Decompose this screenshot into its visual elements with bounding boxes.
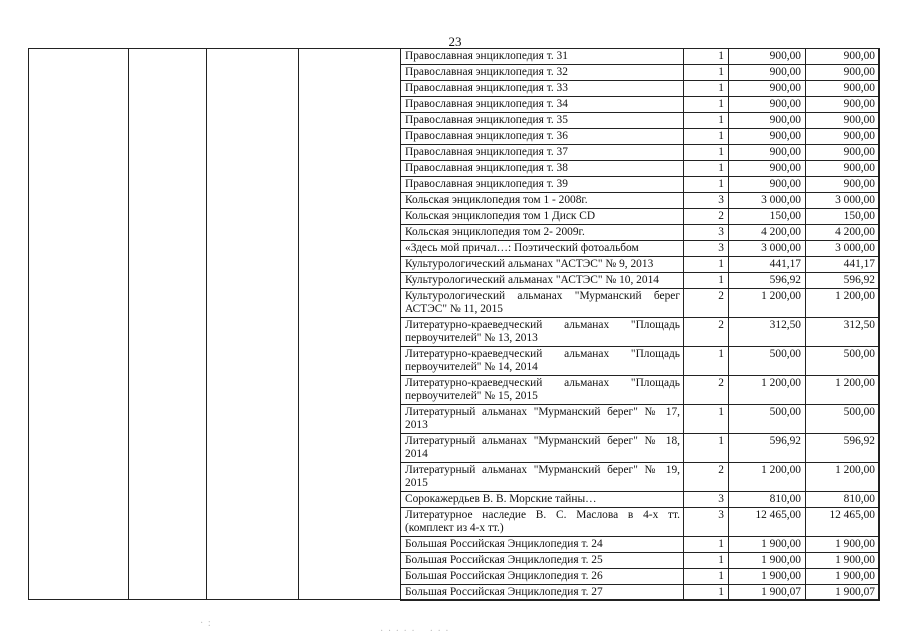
item-sum-cell: 1 900,00 <box>806 553 880 569</box>
item-title-cell: Культурологический альманах "АСТЭС" № 10, 2014 <box>401 273 684 289</box>
item-sum-cell: 150,00 <box>806 209 880 225</box>
item-sum-cell: 900,00 <box>806 177 880 193</box>
item-quantity-cell: 1 <box>684 97 729 113</box>
item-quantity-cell: 1 <box>684 113 729 129</box>
item-title-cell: Большая Российская Энциклопедия т. 24 <box>401 537 684 553</box>
item-sum-cell: 900,00 <box>806 113 880 129</box>
table-row <box>401 318 880 347</box>
item-sum-cell: 1 900,00 <box>806 537 880 553</box>
item-quantity-cell: 2 <box>684 209 729 225</box>
item-quantity-cell: 1 <box>684 257 729 273</box>
items-table-body <box>401 49 880 601</box>
item-quantity-cell: 3 <box>684 193 729 209</box>
table-row <box>401 376 880 405</box>
item-title-cell: Православная энциклопедия т. 33 <box>401 81 684 97</box>
table-row <box>401 585 880 601</box>
item-title-cell: Большая Российская Энциклопедия т. 27 <box>401 585 684 601</box>
item-title-cell: Сорокажердьев В. В. Морские тайны… <box>401 492 684 508</box>
table-row <box>401 209 880 225</box>
table-row <box>401 553 880 569</box>
item-price-cell: 3 000,00 <box>729 193 806 209</box>
table-row <box>401 537 880 553</box>
item-quantity-cell: 3 <box>684 241 729 257</box>
table-row <box>401 225 880 241</box>
item-title-cell: Кольская энциклопедия том 1 - 2008г. <box>401 193 684 209</box>
items-table <box>400 48 880 601</box>
item-title-cell: Литературно-краеведческий альманах "Площадь первоучителей" № 14, 2014 <box>401 347 684 376</box>
item-title-cell: Культурологический альманах "АСТЭС" № 9, 2013 <box>401 257 684 273</box>
table-row <box>401 65 880 81</box>
item-price-cell: 900,00 <box>729 65 806 81</box>
table-row <box>401 177 880 193</box>
item-title-cell: Литературно-краеведческий альманах "Площадь первоучителей" № 15, 2015 <box>401 376 684 405</box>
item-sum-cell: 900,00 <box>806 129 880 145</box>
item-price-cell: 1 900,07 <box>729 585 806 601</box>
item-price-cell: 900,00 <box>729 49 806 65</box>
item-quantity-cell: 1 <box>684 569 729 585</box>
table-row <box>401 129 880 145</box>
item-quantity-cell: 1 <box>684 434 729 463</box>
item-quantity-cell: 1 <box>684 585 729 601</box>
item-price-cell: 900,00 <box>729 177 806 193</box>
item-price-cell: 1 200,00 <box>729 376 806 405</box>
item-quantity-cell: 3 <box>684 508 729 537</box>
item-price-cell: 596,92 <box>729 273 806 289</box>
item-sum-cell: 596,92 <box>806 273 880 289</box>
item-price-cell: 150,00 <box>729 209 806 225</box>
empty-column-divider-1 <box>128 48 129 600</box>
item-price-cell: 1 900,00 <box>729 569 806 585</box>
item-sum-cell: 900,00 <box>806 65 880 81</box>
item-title-cell: Литературное наследие В. С. Маслова в 4-х тт. (комплект из 4-х тт.) <box>401 508 684 537</box>
item-quantity-cell: 1 <box>684 347 729 376</box>
table-row <box>401 569 880 585</box>
table-row <box>401 492 880 508</box>
item-quantity-cell: 1 <box>684 161 729 177</box>
item-quantity-cell: 3 <box>684 492 729 508</box>
item-quantity-cell: 2 <box>684 463 729 492</box>
item-sum-cell: 12 465,00 <box>806 508 880 537</box>
item-title-cell: Большая Российская Энциклопедия т. 25 <box>401 553 684 569</box>
item-title-cell: Культурологический альманах "Мурманский берег АСТЭС" № 11, 2015 <box>401 289 684 318</box>
item-quantity-cell: 3 <box>684 225 729 241</box>
item-price-cell: 1 900,00 <box>729 553 806 569</box>
item-title-cell: Православная энциклопедия т. 31 <box>401 49 684 65</box>
table-row <box>401 113 880 129</box>
item-sum-cell: 900,00 <box>806 81 880 97</box>
item-price-cell: 1 200,00 <box>729 463 806 492</box>
item-quantity-cell: 2 <box>684 289 729 318</box>
item-price-cell: 810,00 <box>729 492 806 508</box>
item-price-cell: 900,00 <box>729 161 806 177</box>
item-sum-cell: 1 200,00 <box>806 376 880 405</box>
item-quantity-cell: 1 <box>684 273 729 289</box>
item-quantity-cell: 1 <box>684 145 729 161</box>
item-sum-cell: 1 200,00 <box>806 463 880 492</box>
item-sum-cell: 4 200,00 <box>806 225 880 241</box>
item-price-cell: 312,50 <box>729 318 806 347</box>
table-row <box>401 405 880 434</box>
item-title-cell: Православная энциклопедия т. 32 <box>401 65 684 81</box>
table-row <box>401 289 880 318</box>
item-quantity-cell: 2 <box>684 318 729 347</box>
item-title-cell: Православная энциклопедия т. 37 <box>401 145 684 161</box>
table-row <box>401 49 880 65</box>
item-quantity-cell: 2 <box>684 376 729 405</box>
table-row <box>401 273 880 289</box>
item-sum-cell: 900,00 <box>806 161 880 177</box>
item-sum-cell: 900,00 <box>806 97 880 113</box>
table-row <box>401 97 880 113</box>
item-price-cell: 900,00 <box>729 129 806 145</box>
item-sum-cell: 3 000,00 <box>806 241 880 257</box>
item-quantity-cell: 1 <box>684 81 729 97</box>
item-sum-cell: 441,17 <box>806 257 880 273</box>
item-title-cell: «Здесь мой причал…: Поэтический фотоальбом <box>401 241 684 257</box>
page-number: 23 <box>448 34 462 49</box>
item-title-cell: Православная энциклопедия т. 38 <box>401 161 684 177</box>
item-title-cell: Литературный альманах "Мурманский берег" № 17, 2013 <box>401 405 684 434</box>
item-sum-cell: 596,92 <box>806 434 880 463</box>
item-quantity-cell: 1 <box>684 553 729 569</box>
item-title-cell: Литературный альманах "Мурманский берег" № 19, 2015 <box>401 463 684 492</box>
item-price-cell: 900,00 <box>729 113 806 129</box>
empty-column-divider-3 <box>298 48 299 600</box>
item-price-cell: 900,00 <box>729 81 806 97</box>
item-price-cell: 441,17 <box>729 257 806 273</box>
table-row <box>401 347 880 376</box>
table-row <box>401 145 880 161</box>
item-sum-cell: 3 000,00 <box>806 193 880 209</box>
item-quantity-cell: 1 <box>684 65 729 81</box>
table-row <box>401 508 880 537</box>
item-sum-cell: 312,50 <box>806 318 880 347</box>
table-row <box>401 193 880 209</box>
item-sum-cell: 500,00 <box>806 405 880 434</box>
item-title-cell: Литературно-краеведческий альманах "Площадь первоучителей" № 13, 2013 <box>401 318 684 347</box>
item-quantity-cell: 1 <box>684 177 729 193</box>
item-title-cell: Православная энциклопедия т. 35 <box>401 113 684 129</box>
item-sum-cell: 1 900,00 <box>806 569 880 585</box>
item-price-cell: 500,00 <box>729 347 806 376</box>
scan-artifact: · · · · · · · · <box>380 626 450 637</box>
item-title-cell: Большая Российская Энциклопедия т. 26 <box>401 569 684 585</box>
item-price-cell: 596,92 <box>729 434 806 463</box>
item-sum-cell: 1 900,07 <box>806 585 880 601</box>
table-row <box>401 434 880 463</box>
item-price-cell: 900,00 <box>729 145 806 161</box>
item-sum-cell: 500,00 <box>806 347 880 376</box>
empty-column-divider-2 <box>206 48 207 600</box>
item-title-cell: Православная энциклопедия т. 39 <box>401 177 684 193</box>
item-title-cell: Православная энциклопедия т. 34 <box>401 97 684 113</box>
item-title-cell: Православная энциклопедия т. 36 <box>401 129 684 145</box>
item-quantity-cell: 1 <box>684 405 729 434</box>
item-title-cell: Кольская энциклопедия том 2- 2009г. <box>401 225 684 241</box>
item-price-cell: 500,00 <box>729 405 806 434</box>
table-row <box>401 161 880 177</box>
item-quantity-cell: 1 <box>684 129 729 145</box>
item-quantity-cell: 1 <box>684 537 729 553</box>
scan-artifact: · : <box>200 618 212 629</box>
item-sum-cell: 900,00 <box>806 49 880 65</box>
table-row <box>401 257 880 273</box>
item-price-cell: 4 200,00 <box>729 225 806 241</box>
item-quantity-cell: 1 <box>684 49 729 65</box>
item-price-cell: 1 900,00 <box>729 537 806 553</box>
item-sum-cell: 900,00 <box>806 145 880 161</box>
item-title-cell: Литературный альманах "Мурманский берег" № 18, 2014 <box>401 434 684 463</box>
item-price-cell: 12 465,00 <box>729 508 806 537</box>
item-price-cell: 900,00 <box>729 97 806 113</box>
item-price-cell: 3 000,00 <box>729 241 806 257</box>
item-sum-cell: 810,00 <box>806 492 880 508</box>
item-title-cell: Кольская энциклопедия том 1 Диск CD <box>401 209 684 225</box>
item-price-cell: 1 200,00 <box>729 289 806 318</box>
table-row <box>401 81 880 97</box>
item-sum-cell: 1 200,00 <box>806 289 880 318</box>
table-row <box>401 463 880 492</box>
table-row <box>401 241 880 257</box>
